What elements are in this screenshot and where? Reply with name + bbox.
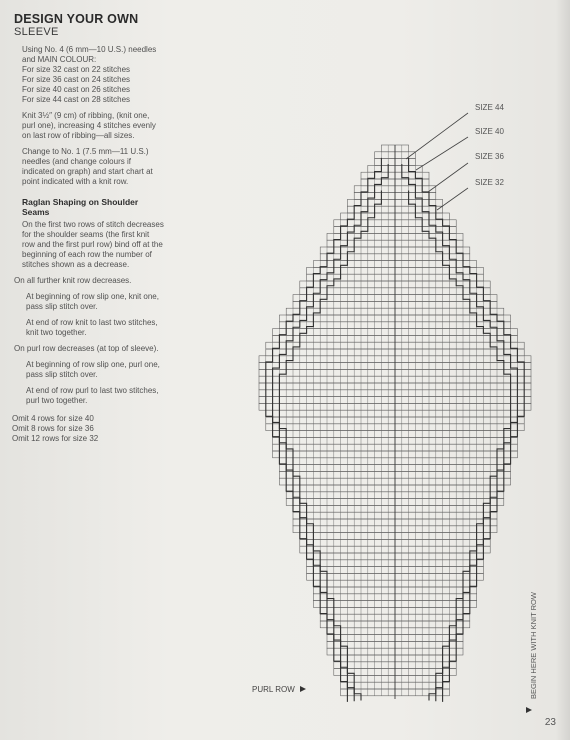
begin-knit-marker <box>526 591 538 713</box>
raglan-section-title: Raglan Shaping on Shoulder Seams <box>22 197 139 217</box>
page-subtitle: SLEEVE <box>14 26 59 38</box>
purl-row-label: PURL ROW <box>252 685 295 694</box>
size-32-label: SIZE 32 <box>475 178 504 187</box>
size-outline-left <box>266 158 382 702</box>
omit-size-32: Omit 12 rows for size 32 <box>12 434 99 443</box>
purl-row-arrow-icon <box>300 686 306 692</box>
knit-row-end: At end of row knit to last two stitches, knit two together. <box>26 318 158 337</box>
ribbing-instructions: Knit 3½″ (9 cm) of ribbing, (knit one, purl one), increasing 4 stitches evenly on last row of ribbing—all sizes. <box>22 111 156 140</box>
size-36-leader <box>428 163 468 192</box>
size-40-leader <box>416 137 468 170</box>
size-44-label: SIZE 44 <box>475 103 504 112</box>
size-outline-left <box>279 191 381 701</box>
begin-here-label: BEGIN HERE WITH KNIT ROW <box>529 592 538 699</box>
begin-here-arrow-icon <box>526 707 532 713</box>
cast-on-size-40: For size 40 cast on 26 stitches <box>22 85 131 94</box>
instructions-column <box>14 12 164 444</box>
size-labels <box>406 103 504 210</box>
cast-on-instructions <box>14 45 164 105</box>
page-number: 23 <box>544 717 556 728</box>
purl-row-end: At end of row purl to last two stitches, purl two together. <box>26 386 159 405</box>
size-outlines <box>266 145 524 702</box>
size-outline-right <box>409 158 525 702</box>
size-40-label: SIZE 40 <box>475 127 504 136</box>
omit-rows-list <box>12 414 164 444</box>
change-needles-instructions: Change to No. 1 (7.5 mm—11 U.S.) needles (and change colours if indicated on graph) and start chart at point indicated with a knit row. <box>22 147 153 186</box>
size-32-leader <box>437 188 468 210</box>
size-44-leader <box>406 113 468 159</box>
size-outline-left <box>273 164 389 701</box>
sleeve-grid-svg <box>240 95 560 715</box>
size-outline-right <box>409 191 511 701</box>
cast-on-size-36: For size 36 cast on 24 stitches <box>22 75 131 84</box>
cast-on-intro: Using No. 4 (6 mm—10 U.S.) needles and MAIN COLOUR: <box>22 45 157 64</box>
size-outline-right <box>402 164 518 701</box>
omit-size-40: Omit 4 rows for size 40 <box>12 414 94 423</box>
purl-row-marker <box>252 685 306 694</box>
cast-on-size-32: For size 32 cast on 22 stitches <box>22 65 131 74</box>
knit-row-decreases: On all further knit row decreases. <box>14 276 132 285</box>
size-36-label: SIZE 36 <box>475 152 504 161</box>
purl-row-decreases: On purl row decreases (at top of sleeve). <box>14 344 159 353</box>
page-title: DESIGN YOUR OWN <box>14 12 139 26</box>
raglan-intro: On the first two rows of stitch decreases for the shoulder seams (the first knit row and the first purl row) bind off at the beginning of each row the number of stitches shown as a decrease. <box>22 220 164 269</box>
cast-on-size-44: For size 44 cast on 28 stitches <box>22 95 131 104</box>
knit-row-begin: At beginning of row slip one, knit one, pass slip stitch over. <box>26 292 159 311</box>
purl-row-begin: At beginning of row slip one, purl one, pass slip stitch over. <box>26 360 160 379</box>
omit-size-36: Omit 8 rows for size 36 <box>12 424 94 433</box>
sleeve-chart <box>240 95 560 715</box>
